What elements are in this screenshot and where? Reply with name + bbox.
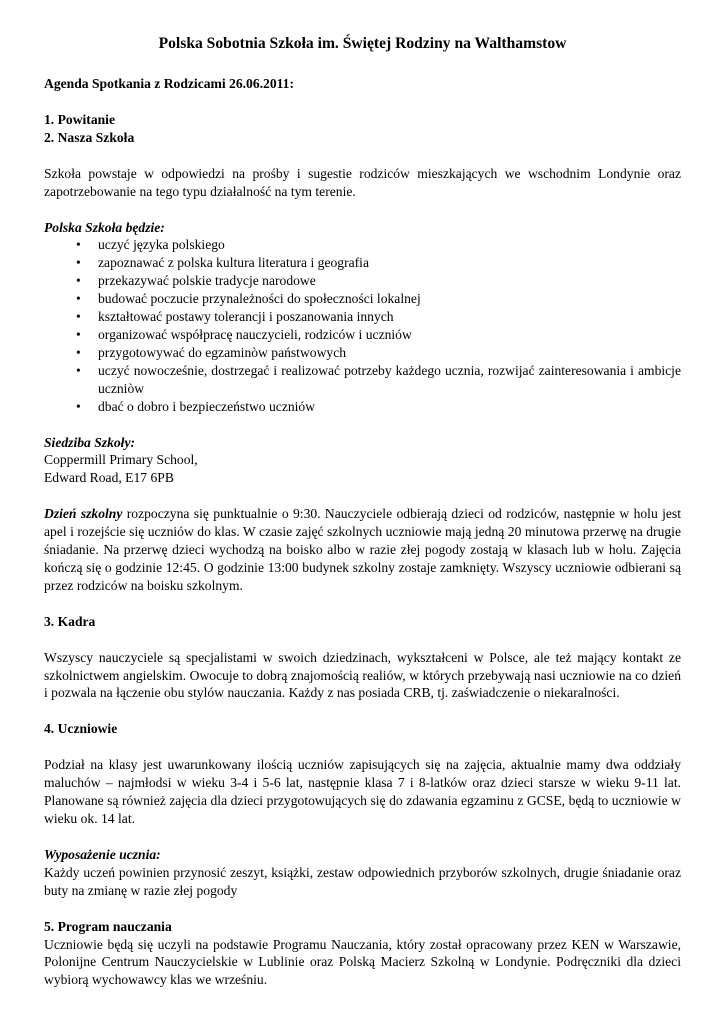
list-item: • przekazywać polskie tradycje narodowe <box>76 272 681 290</box>
list-item: • uczyć języka polskiego <box>76 236 681 254</box>
program-paragraph: Uczniowie będą się uczyli na podstawie Programu Nauczania, który został opracowany przez KEN w Warszawie, Polonijne Centrum Nauczycielskie w Lublinie oraz Polską Macierz Szkolną w Londynie. Podręczniki dla dzieci wybiorą wychowawcy klas we wrześniu. <box>44 936 681 988</box>
agenda-item-welcome: 1. Powitanie <box>44 111 115 127</box>
agenda-heading: Agenda Spotkania z Rodzicami 26.06.2011: <box>44 76 294 91</box>
list-item: • uczyć nowocześnie, dostrzegać i realizować potrzeby każdego ucznia, rozwijać zainteresowania i ambicje uczniòw <box>76 362 681 398</box>
school-day-lead: Dzień szkolny <box>44 506 123 522</box>
agenda-item-our-school: 2. Nasza Szkoła <box>44 129 135 145</box>
seat-address-line1: Coppermill Primary School, <box>44 452 198 468</box>
list-item: • przygotowywać do egzaminòw państwowych <box>76 344 681 362</box>
equipment-heading: Wyposażenie ucznia: <box>44 846 161 862</box>
school-day-paragraph <box>44 505 681 595</box>
staff-paragraph: Wszyscy nauczyciele są specjalistami w swoich dziedzinach, wykształceni w Polsce, ale też mający kontakt ze szkolnictwem angielskim. Owocuje to dobrą znajomością realiów, w których przebywają nasi uczniowie na co dzień i pozwala na łączenie obu stylów nauczania. Każdy z nas posiada CRB, tj. zaświadczenie o niekaralności. <box>44 649 681 701</box>
seat-heading: Siedziba Szkoły: <box>44 434 136 450</box>
document-title: Polska Sobotnia Szkoła im. Świętej Rodziny na Walthamstow <box>158 35 567 52</box>
list-item: • budować poczucie przynależności do społeczności lokalnej <box>76 290 681 308</box>
list-item: • dbać o dobro i bezpieczeństwo uczniów <box>76 398 681 416</box>
staff-heading: 3. Kadra <box>44 613 96 629</box>
list-item: • kształtować postawy tolerancji i poszanowania innych <box>76 308 681 326</box>
intro-paragraph: Szkoła powstaje w odpowiedzi na prośby i sugestie rodziców mieszkających we wschodnim Londynie oraz zapotrzebowanie na tego typu działalność na tym terenie. <box>44 165 681 199</box>
school-day-text: rozpoczyna się punktualnie o 9:30. Nauczyciele odbierają dzieci od rodziców, następnie w holu jest apel i rozejście się uczniów do klas. W czasie zajęć szkolnych uczniowie mają jedną 20 minutowa przerwę na drugie śniadanie. Na przerwę dzieci wychodzą na boisko albo w razie złej pogody zostają w klasach lub w holu. Zajęcia kończą się o godzinie 12:45. O godzinie 13:00 budynek szkolny zostaje zamknięty. Wszyscy uczniowie odbierani są przez rodziców na boisku szkolnym. <box>44 506 681 593</box>
program-heading: 5. Program nauczania <box>44 918 172 934</box>
school-will-list <box>44 236 681 415</box>
seat-address-line2: Edward Road, E17 6PB <box>44 470 174 486</box>
students-heading: 4. Uczniowie <box>44 721 118 737</box>
school-will-heading: Polska Szkoła będzie: <box>44 219 165 235</box>
equipment-paragraph: Każdy uczeń powinien przynosić zeszyt, książki, zestaw odpowiednich przyborów szkolnych, drugie śniadanie oraz buty na zmianę w razie złej pogody <box>44 864 681 898</box>
students-paragraph: Podział na klasy jest uwarunkowany ilością uczniów zapisujących się na zajęcia, aktualnie mamy dwa oddziały maluchów – najmłodsi w wieku 3-4 i 5-6 lat, następnie klasa 7 i 8-latków oraz dzieci starsze w wieku 9-11 lat. Planowane są również zajęcia dla dzieci przygotowujących się do zdawania egzaminu z GCSE, będą to uczniowie w wieku ok. 14 lat. <box>44 757 681 826</box>
list-item: • organizować współpracę nauczycieli, rodziców i uczniów <box>76 326 681 344</box>
list-item: • zapoznawać z polska kultura literatura i geografia <box>76 254 681 272</box>
